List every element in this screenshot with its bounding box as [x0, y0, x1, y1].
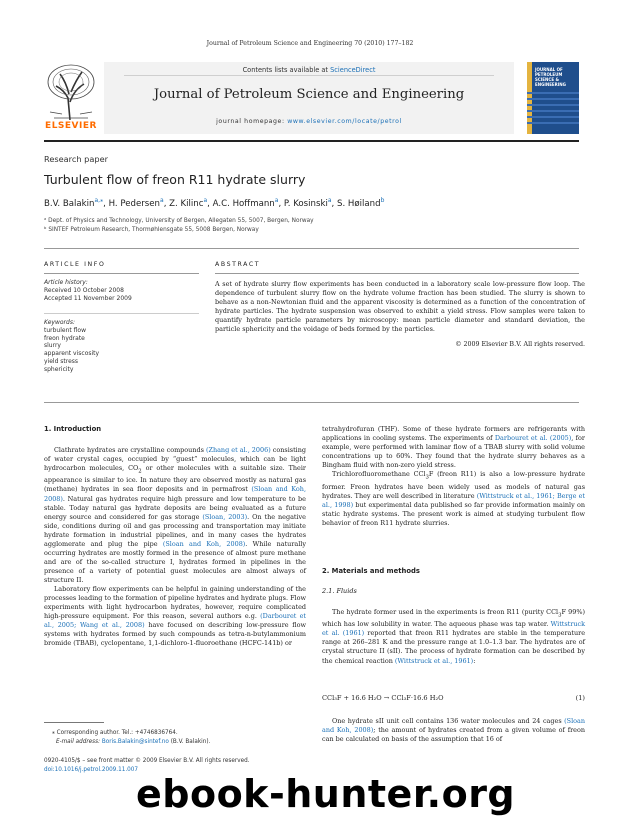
cover-title: JOURNAL OF PETROLEUM SCIENCE & ENGINEERING	[535, 67, 566, 87]
keyword[interactable]: apparent viscosity	[44, 350, 100, 358]
abstract-heading: ABSTRACT	[215, 261, 261, 268]
keywords-label: Keywords:	[44, 319, 75, 326]
citation-link[interactable]: (Sloan and Koh, 2008)	[44, 485, 306, 503]
homepage-link[interactable]: www.elsevier.com/locate/petrol	[287, 118, 402, 125]
cover-band	[527, 116, 579, 118]
elsevier-tree-icon	[44, 62, 98, 120]
subscript: 3	[425, 474, 429, 481]
article-info-heading: ARTICLE INFO	[44, 261, 106, 268]
paragraph	[322, 608, 585, 666]
citation-link[interactable]: (Darbouret et al., 2005; Wang et al., 2008)	[44, 612, 307, 630]
author-affiliation-mark[interactable]: a	[160, 197, 164, 204]
affiliation-rule	[44, 248, 579, 249]
text-run: . Natural gas hydrates require high pressure and low temperature to be stable. Today natural gas hydrate deposits are being evaluated as a future energy source and considered for gas storage	[44, 494, 306, 521]
journal-citation: Journal of Petroleum Science and Engineering 70 (2010) 177–182	[206, 40, 414, 47]
journal-title: Journal of Petroleum Science and Engineering	[153, 87, 465, 102]
citation-link[interactable]: Darbouret et al. (2005)	[494, 434, 572, 443]
email-note	[56, 739, 210, 745]
article-type: Research paper	[44, 154, 108, 164]
subscript: 3	[558, 612, 562, 619]
text-run: Trichlorofluoromethane CCl	[332, 470, 426, 479]
section-2-heading: 2. Materials and methods	[322, 567, 420, 575]
text-run: tetrahydrofuran (THF). Some of these hydrate formers are refrigerants with applications in cooling systems. The experiments of	[322, 425, 585, 443]
equation-1	[322, 694, 585, 702]
text-run: , for example, were performed with laminar flow of a TBAB slurry with solid volume concentrations up to 60%. They found that the hydrate slurry behaves as a Bingham fluid with non-zero yield stress.	[322, 434, 585, 470]
abstract-end-rule	[44, 402, 579, 403]
doi-note	[44, 767, 138, 773]
watermark: ebook-hunter.org	[136, 772, 516, 816]
author-separator: ,	[278, 198, 284, 209]
contents-line	[104, 66, 514, 74]
author-separator: ,	[163, 198, 170, 209]
journal-cover-image	[527, 62, 579, 134]
paragraph	[322, 425, 585, 470]
author-separator: ,	[103, 198, 109, 209]
elsevier-logo	[44, 62, 98, 134]
article-info-rule	[44, 273, 199, 274]
abstract-rule	[215, 273, 579, 274]
affiliation-a: ᵃ Dept. of Physics and Technology, University of Bergen, Allegaten 55, 5007, Bergen, Norway	[44, 218, 314, 224]
text-run: reported that freon R11 hydrates are stable in the temperature range at 266–281 K and the pressure range at 1.0–1.3 bar. The hydrates are of crystal structure II (sII). The process of hydrate formation can be described by the chemical reaction	[322, 629, 585, 665]
text-run: Clathrate hydrates are crystalline compounds	[54, 446, 206, 454]
left-column	[44, 446, 306, 648]
citation-link[interactable]: Wittstruck et al. (1961)	[322, 620, 585, 638]
keyword[interactable]: yield stress	[44, 357, 79, 365]
history-label: Article history:	[44, 279, 88, 286]
cover-band	[527, 122, 579, 124]
doi-link[interactable]: doi:10.1016/j.petrol.2009.11.007	[44, 767, 139, 773]
author-affiliation-mark[interactable]: a	[203, 197, 208, 204]
paragraph	[322, 717, 585, 744]
paragraph	[322, 470, 585, 528]
author-name: B.V. Balakin	[44, 198, 95, 209]
text-run: ; the amount of hydrates created from a given volume of freon can be calculated on basis of the assumption that 16 of	[322, 726, 585, 744]
keyword[interactable]: sphericity	[44, 365, 74, 373]
email-suffix: (B.V. Balakin).	[168, 739, 211, 745]
abstract-text: A set of hydrate slurry flow experiments has been conducted in a laboratory scale low-pressure flow loop. The dependence of turbulent slurry flow on the hydrate volume fraction has been studied. The slurry is shown to behave as a non-Newtonian fluid and the apparent viscosity is determined as a function of the concentration of hydrate particles. The hydrate suspension was observed to exhibit a yield stress. Flow samples were taken to quantify hydrate particle parameters by microscopy: mean particle diameter and standard deviation, the particle sphericity and the voidage of beds formed by the particles.	[215, 280, 585, 333]
author-name: S. Høiland	[337, 198, 381, 209]
cover-band	[527, 110, 579, 112]
text-run: One hydrate sII unit cell contains 136 water molecules and 24 cages	[332, 717, 565, 725]
paper-title: Turbulent flow of freon R11 hydrate slurry	[44, 172, 306, 187]
author-affiliation-mark[interactable]: a,⁎	[94, 197, 104, 204]
keyword[interactable]: freon hydrate	[44, 334, 85, 342]
article-history	[44, 279, 204, 302]
author-name: H. Pedersen	[108, 198, 160, 209]
header-rule	[44, 140, 579, 142]
author-affiliation-mark[interactable]: a	[274, 197, 279, 204]
text-run: F (freon R11) is also a low-pressure hydrate former. Freon hydrates have been widely used as models of natural gas hydrates. They are well described in literature	[322, 470, 586, 500]
elsevier-logo-text: ELSEVIER	[45, 121, 97, 131]
panel-divider	[124, 75, 494, 76]
paragraph	[44, 585, 306, 648]
section-1-heading: 1. Introduction	[44, 425, 102, 433]
author-separator: ,	[331, 198, 337, 209]
subsection-2-1-heading: 2.1. Fluids	[322, 587, 357, 595]
citation-link[interactable]: (Wittstruck et al., 1961)	[394, 656, 474, 665]
front-matter-note: 0920-4105/$ – see front matter © 2009 Elsevier B.V. All rights reserved.	[44, 758, 250, 764]
citation-link[interactable]: (Zhang et al., 2006)	[205, 446, 271, 454]
email-label: E-mail address:	[56, 739, 102, 745]
footnote-rule	[44, 722, 104, 723]
affiliation-b: ᵇ SINTEF Petroleum Research, Thormøhlensgate 55, 5008 Bergen, Norway	[44, 227, 259, 233]
text-run: The hydrate former used in the experiments is freon R11 (purity CCl	[332, 608, 559, 616]
cover-band	[527, 104, 579, 106]
email-link[interactable]: Boris.Balakin@sintef.no	[101, 739, 169, 745]
author-affiliation-mark[interactable]: b	[380, 197, 385, 204]
keywords-rule	[44, 313, 199, 314]
text-run: or other molecules with a suitable size. Their appearance is similar to ice. In nature they are observed mostly as natural gas (methane) hydrates in sea floor deposits and in permafrost	[44, 464, 306, 494]
right-column-bottom	[322, 717, 585, 744]
citation-link[interactable]: (Sloan and Koh, 2008)	[162, 539, 246, 548]
right-column-top	[322, 425, 585, 528]
homepage-prefix: journal homepage:	[216, 118, 288, 125]
text-run: consisting of water crystal cages, occupied by “guest” molecules, which can be light hydrocarbon molecules, CO	[44, 446, 306, 473]
citation-link[interactable]: (Sloan and Koh, 2008)	[322, 717, 585, 735]
text-run: have focused on describing low-pressure flow systems with hydrates formed by such compounds as tetra-n-butylammonium bromide (TBAB), cyclopentane, 1,1-dichloro-1-fluoroethane (HCFC-141b) or	[44, 621, 306, 648]
corresponding-author-note: ⁎ Corresponding author. Tel.: +4746836764.	[52, 730, 178, 736]
sciencedirect-link[interactable]: ScienceDirect	[330, 66, 376, 74]
author-name: Z. Kilinc	[169, 198, 204, 209]
author-affiliation-mark[interactable]: a	[327, 197, 332, 204]
accepted-date: Accepted 11 November 2009	[44, 294, 132, 302]
cover-band	[527, 98, 579, 100]
right-column-fluids	[322, 608, 585, 666]
contents-prefix: Contents lists available at	[242, 66, 331, 74]
subscript: 2	[138, 468, 142, 475]
keyword[interactable]: slurry	[44, 342, 61, 350]
keywords-block	[44, 319, 204, 374]
journal-header-panel	[104, 62, 514, 134]
author-separator: ,	[207, 198, 213, 209]
received-date: Received 10 October 2008	[44, 286, 124, 294]
equation-number: (1)	[575, 694, 585, 702]
keyword[interactable]: turbulent flow	[44, 326, 87, 334]
cover-band	[527, 92, 579, 94]
text-run: . While naturally occurring hydrates are mostly formed in the presence of almost pure methane and are of the so-called structure I, hydrates formed in pipelines in the presence of a variety of potential guest molecules are almost always of structure II.	[44, 539, 306, 584]
abstract-copyright: © 2009 Elsevier B.V. All rights reserved.	[455, 341, 585, 348]
text-run: but experimental data published so far provide information mainly on static hydrate systems. The present work is aimed at studying turbulent flow behavior of freon R11 hydrate slurries.	[322, 500, 585, 527]
text-run: Laboratory flow experiments can be helpful in gaining understanding of the processes leading to the formation of pipeline hydrates and hydrate plugs. Flow experiments with light hydrocarbon hydrates, however, require complicated high-pressure equipment. For this reason, several authors e.g.	[44, 584, 306, 621]
text-run: :	[473, 656, 476, 665]
text-run: . On the negative side, conditions during oil and gas processing and transportation may initiate hydrate formation in industrial pipelines, and in many cases the hydrates agglomerate and plug the pipe	[44, 512, 306, 548]
equation-body: CCl₃F + 16.6 H₂O → CCl₃F·16.6 H₂O	[322, 694, 444, 702]
text-run: F 99%) which has low solubility in water. The aqueous phase was tap water.	[322, 608, 585, 629]
homepage-line	[104, 118, 514, 125]
citation-link[interactable]: (Sloan, 2003)	[202, 512, 248, 521]
citation-link[interactable]: (Wittstruck et al., 1961; Berge et al., 1998)	[322, 491, 585, 509]
author-name: P. Kosinski	[283, 198, 328, 209]
paragraph	[44, 446, 306, 585]
author-name: A.C. Hoffmann	[212, 198, 275, 209]
author-list	[44, 197, 384, 209]
